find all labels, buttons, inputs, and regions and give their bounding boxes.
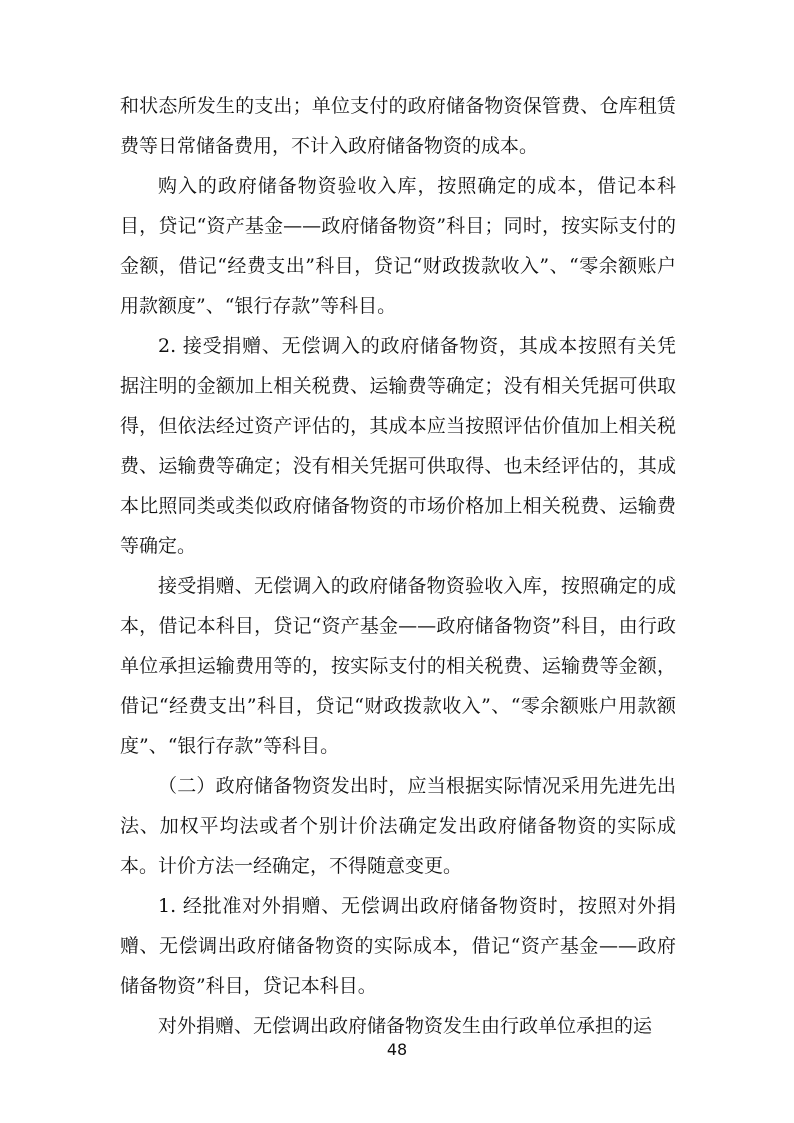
- paragraph-6: 1. 经批准对外捐赠、无偿调出政府储备物资时，按照对外捐赠、无偿调出政府储备物资的实际成本，借记“资产基金——政府储备物资”科目，贷记本科目。: [120, 895, 676, 997]
- paragraph-2: 购入的政府储备物资验收入库，按照确定的成本，借记本科目，贷记“资产基金——政府储备物资”科目；同时，按实际支付的金额，借记“经费支出”科目，贷记“财政拨款收入”、“零余额账户用款额度”、“银行存款”等科目。: [120, 175, 676, 317]
- paragraph-4: 接受捐赠、无偿调入的政府储备物资验收入库，按照确定的成本，借记本科目，贷记“资产基金——政府储备物资”科目，由行政单位承担运输费用等的，按实际支付的相关税费、运输费等金额，借记“经费支出”科目，贷记“财政拨款收入”、“零余额账户用款额度”、“银行存款”等科目。: [120, 575, 676, 757]
- paragraph-1: 和状态所发生的支出；单位支付的政府储备物资保管费、仓库租赁费等日常储备费用，不计入政府储备物资的成本。: [120, 95, 676, 157]
- page-number: 48: [386, 1040, 408, 1059]
- paragraph-3: 2. 接受捐赠、无偿调入的政府储备物资，其成本按照有关凭据注明的金额加上相关税费、运输费等确定；没有相关凭据可供取得，但依法经过资产评估的，其成本应当按照评估价值加上相关税费、运输费等确定；没有相关凭据可供取得、也未经评估的，其成本比照同类或类似政府储备物资的市场价格加上相关税费、运输费等确定。: [120, 335, 676, 557]
- paragraph-5: （二）政府储备物资发出时，应当根据实际情况采用先进先出法、加权平均法或者个别计价法确定发出政府储备物资的实际成本。计价方法一经确定，不得随意变更。: [120, 775, 676, 877]
- paragraph-7: 对外捐赠、无偿调出政府储备物资发生由行政单位承担的运: [158, 1015, 653, 1037]
- body-text: [120, 86, 676, 1046]
